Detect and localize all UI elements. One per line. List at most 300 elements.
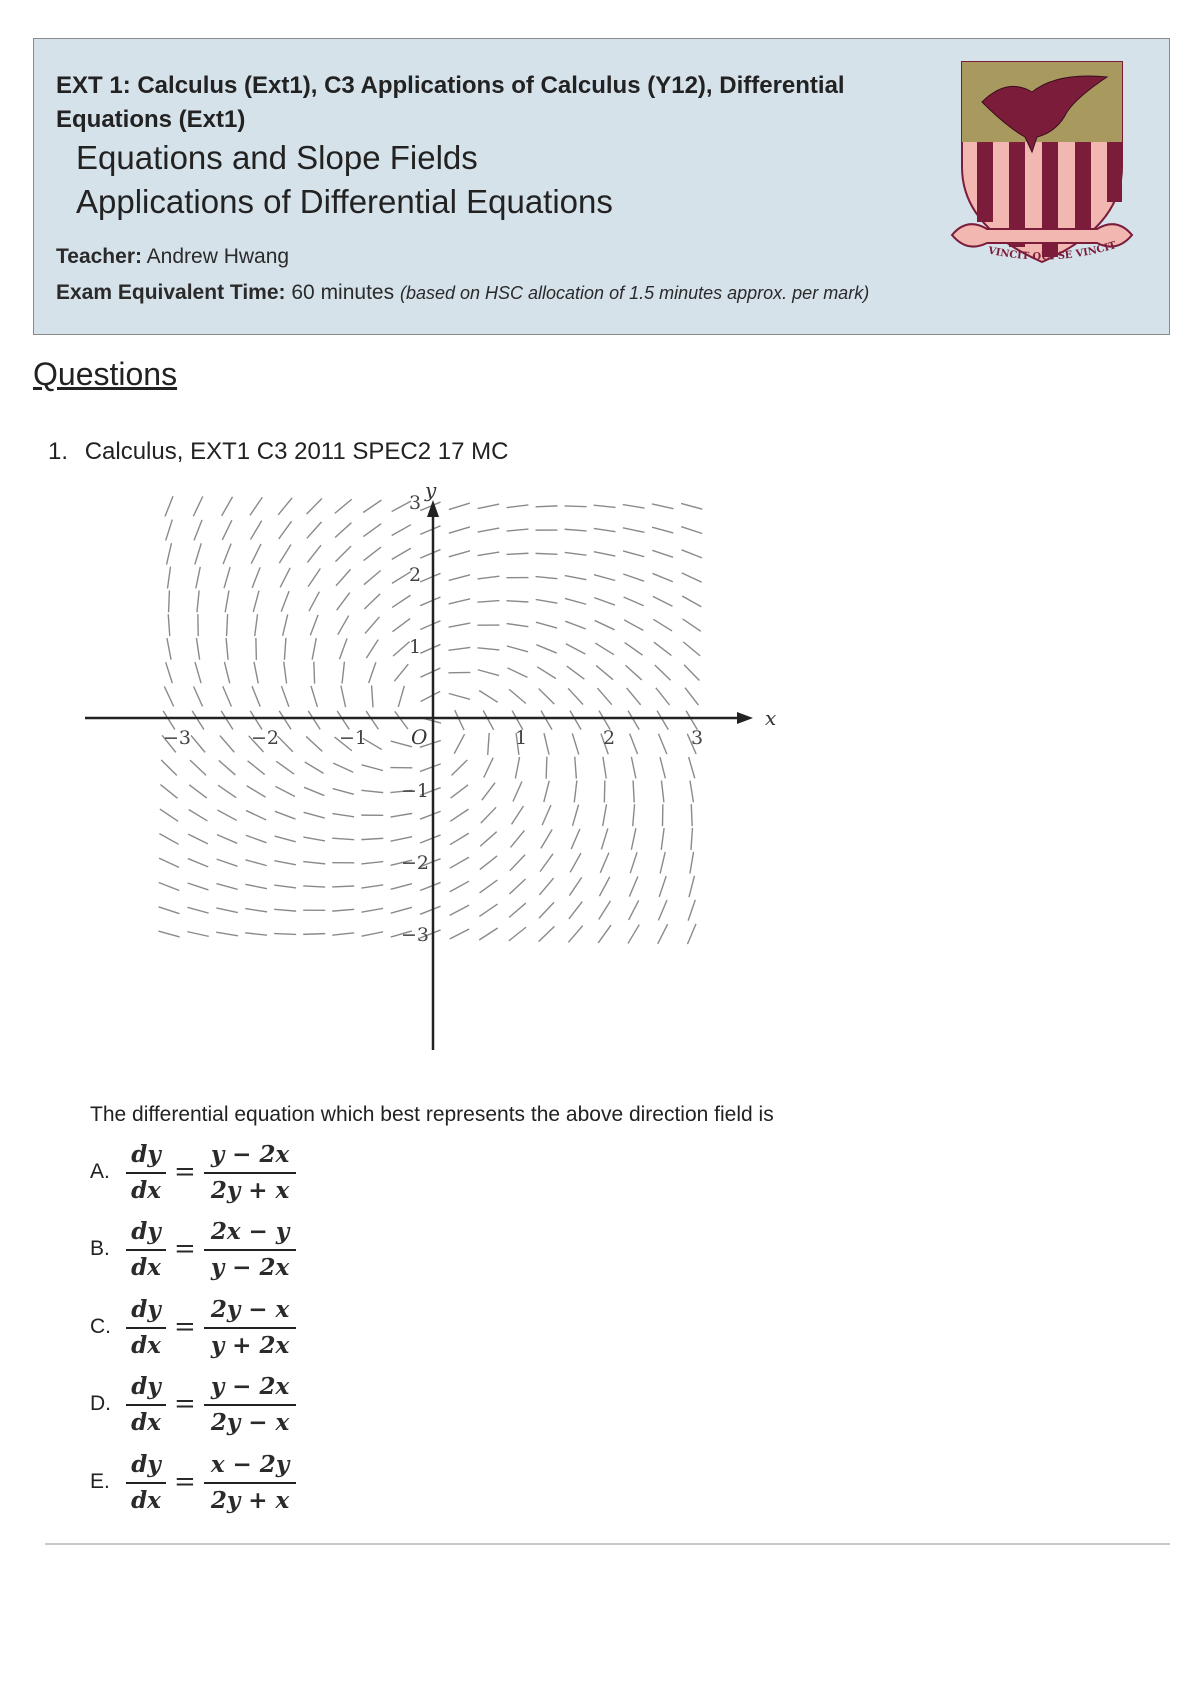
slope-segment (681, 527, 702, 534)
slope-segment (366, 711, 378, 729)
slope-segment (195, 543, 201, 564)
slope-segment (569, 877, 581, 895)
slope-segment (217, 835, 237, 844)
slope-segment (420, 597, 440, 606)
slope-segment (687, 924, 696, 944)
slope-segment (194, 686, 203, 706)
slope-segment (598, 925, 611, 943)
question-title: Calculus, EXT1 C3 2011 SPEC2 17 MC (84, 438, 509, 465)
slope-segment (655, 665, 671, 680)
slope-segment (623, 551, 644, 557)
slope-segment (661, 828, 664, 850)
section-heading: Questions (33, 356, 178, 392)
slope-segment (628, 925, 639, 944)
slope-segment (661, 781, 663, 803)
slope-segment (542, 805, 551, 825)
slope-segment (362, 765, 383, 771)
slope-segment (689, 757, 695, 778)
slope-segment (275, 836, 296, 842)
slope-segment (509, 903, 526, 917)
lhs-numerator: dy (131, 1373, 161, 1400)
y-tick-label: −2 (400, 852, 430, 874)
slope-segment (653, 573, 673, 581)
origin-label: O (411, 725, 428, 749)
option-lhs (126, 1140, 166, 1206)
slope-segment (306, 736, 322, 751)
slope-segment (420, 550, 440, 559)
slope-segment (274, 861, 296, 865)
slope-segment (536, 577, 558, 579)
slope-segment (332, 933, 354, 935)
slope-segment (420, 906, 440, 914)
slope-segment (450, 809, 468, 821)
slope-segment (333, 763, 353, 772)
slope-segment (630, 852, 637, 873)
rhs-numerator: 2y − x (210, 1296, 290, 1323)
slope-segment (537, 667, 556, 679)
slope-segment (684, 665, 699, 681)
option-d[interactable] (90, 1372, 390, 1436)
slope-segment (420, 668, 440, 677)
slope-segment (448, 647, 470, 650)
slope-segment (623, 505, 645, 509)
slope-segment (536, 553, 558, 554)
slope-segment (221, 711, 233, 730)
slope-segment (420, 526, 440, 535)
slope-segment (536, 645, 556, 653)
slope-segment (280, 568, 290, 588)
option-lhs (126, 1450, 166, 1516)
slope-segment (372, 685, 373, 707)
slope-segment (392, 572, 411, 584)
slope-segment (541, 830, 552, 849)
slope-segment (252, 567, 260, 588)
slope-segment (478, 528, 500, 532)
lhs-denominator: dx (131, 1254, 161, 1281)
slope-segment (216, 908, 238, 913)
slope-segment (478, 576, 500, 579)
slope-segment (507, 646, 528, 652)
option-rhs (204, 1217, 296, 1283)
slope-segment (536, 622, 557, 628)
x-tick-label: −1 (339, 727, 368, 749)
slope-segment (539, 926, 555, 941)
y-axis-arrow (427, 500, 439, 517)
slope-segment (510, 855, 525, 871)
header-box (33, 38, 1170, 335)
lhs-denominator: dx (131, 1487, 161, 1514)
slope-segment (482, 783, 495, 801)
slope-segment (658, 734, 666, 754)
divider (45, 1543, 1170, 1545)
slope-segment (361, 908, 383, 912)
slope-segment (480, 856, 497, 870)
slope-segment (160, 809, 178, 821)
slope-segment (303, 862, 325, 864)
slope-segment (194, 520, 202, 540)
slope-segment (420, 621, 440, 630)
slope-segment (628, 711, 639, 730)
slope-segment (278, 498, 292, 515)
slope-segment (567, 666, 585, 679)
slope-segment (682, 573, 702, 582)
slope-segment (654, 642, 671, 655)
slope-segment (575, 757, 577, 779)
slope-segment (275, 786, 295, 796)
slope-segment (223, 544, 231, 564)
slope-segment (572, 733, 578, 754)
slope-segment (337, 593, 350, 611)
slope-segment (393, 642, 410, 657)
slope-segment (246, 835, 267, 842)
slope-segment (509, 689, 526, 703)
slope-segment (536, 599, 558, 603)
option-b[interactable] (90, 1217, 390, 1281)
slope-segment (335, 546, 351, 562)
slope-segment (251, 521, 262, 540)
option-rhs (204, 1140, 296, 1206)
slope-segment (594, 528, 616, 531)
y-tick-label: 2 (408, 564, 422, 586)
slope-segment (361, 838, 383, 839)
rhs-numerator: x − 2y (210, 1451, 290, 1478)
slope-segment (595, 643, 614, 655)
slope-segment (284, 662, 287, 684)
slope-segment (224, 662, 229, 683)
time-label: Exam Equivalent Time: (56, 281, 286, 304)
slope-segment (196, 638, 199, 660)
slope-segment (594, 575, 615, 581)
slope-segment (341, 686, 346, 707)
slope-segment (188, 883, 209, 890)
slope-segment (304, 812, 325, 818)
slope-segment (307, 522, 322, 538)
y-axis-label: y (425, 485, 437, 502)
slope-segment (596, 666, 613, 680)
slope-segment (193, 496, 202, 516)
slope-segment (629, 876, 638, 896)
equals-sign: = (174, 1312, 196, 1342)
slope-segment (574, 781, 577, 803)
slope-segment (420, 764, 441, 772)
slope-segment (191, 735, 205, 752)
slope-segment (511, 806, 523, 824)
time-value: 60 minutes (291, 281, 395, 304)
slope-segment (681, 503, 702, 509)
slope-segment (488, 733, 489, 755)
slope-segment (565, 621, 586, 629)
slope-segment (342, 662, 344, 684)
slope-segment (690, 781, 693, 803)
lhs-numerator: dy (131, 1296, 161, 1323)
slope-segment (160, 785, 177, 799)
slope-segment (312, 638, 316, 660)
slope-segment (361, 932, 383, 936)
slope-segment (391, 741, 412, 747)
slope-segment (506, 553, 528, 554)
slope-segment (594, 552, 616, 556)
option-rhs (204, 1295, 296, 1361)
slope-segment (652, 527, 673, 533)
option-lhs (126, 1295, 166, 1361)
slope-segment (631, 828, 636, 850)
slope-segment (223, 686, 232, 706)
slope-segment (449, 623, 471, 627)
rhs-denominator: y − 2x (210, 1254, 290, 1281)
slope-segment (594, 505, 616, 507)
slope-segment (217, 810, 236, 820)
slope-segment (688, 900, 695, 921)
slope-segment (188, 859, 208, 867)
slope-segment (216, 884, 237, 890)
x-tick-label: −2 (251, 727, 280, 749)
slope-segment (450, 929, 470, 939)
slope-segment (652, 504, 673, 509)
slope-segment (449, 527, 470, 533)
slope-segment (600, 853, 609, 873)
slope-field-plot (85, 485, 845, 1060)
slope-segment (539, 689, 555, 704)
slope-segment (544, 733, 549, 754)
option-letter: C. (90, 1315, 111, 1338)
x-tick-label: 1 (515, 727, 528, 749)
option-rhs (204, 1372, 296, 1438)
slope-segment (511, 830, 525, 847)
slope-segment (314, 662, 315, 684)
slope-segment (478, 552, 500, 555)
slope-segment (570, 711, 581, 730)
slope-segment (536, 506, 558, 507)
slope-segment (161, 760, 177, 775)
slope-segment (420, 644, 440, 653)
slope-segment (455, 710, 464, 730)
option-a[interactable] (90, 1140, 390, 1204)
slope-segment (656, 688, 670, 705)
slope-segment (573, 805, 579, 826)
slope-segment (565, 529, 587, 531)
question-number: 1. (48, 438, 69, 465)
slope-segment (225, 591, 229, 613)
slope-segment (158, 931, 179, 937)
slope-segment (305, 762, 324, 773)
slope-segment (450, 905, 469, 915)
slope-segment (506, 601, 528, 602)
option-letter: E. (90, 1470, 110, 1493)
slope-segment (623, 528, 645, 533)
equals-sign: = (174, 1389, 196, 1419)
slope-segment (449, 503, 470, 510)
slope-segment (279, 521, 292, 539)
slope-segment (392, 595, 410, 607)
lhs-denominator: dx (131, 1177, 161, 1204)
slope-segment (479, 928, 497, 940)
time-line (56, 281, 869, 305)
slope-segment (450, 857, 469, 868)
option-letter: D. (90, 1392, 111, 1415)
slope-segment (195, 662, 201, 683)
slope-segment (539, 902, 554, 918)
slope-segment (190, 760, 206, 775)
slope-segment (189, 809, 208, 820)
lhs-numerator: dy (131, 1141, 161, 1168)
slope-segment (544, 781, 549, 802)
slope-segment (660, 852, 665, 873)
slope-segment (546, 757, 547, 779)
teacher-name: Andrew Hwang (146, 245, 290, 268)
option-c[interactable] (90, 1295, 390, 1359)
slope-segment (653, 596, 673, 606)
slope-segment (224, 567, 230, 588)
slope-segment (653, 619, 672, 631)
slope-segment (624, 620, 643, 631)
slope-segment (477, 601, 499, 603)
slope-segment (633, 780, 634, 802)
time-note: (based on HSC allocation of 1.5 minutes approx. per mark) (399, 283, 870, 303)
slope-segment (395, 711, 408, 729)
slope-segment (683, 642, 700, 656)
lhs-numerator: dy (131, 1451, 161, 1478)
slope-segment (594, 598, 615, 605)
slope-segment (308, 711, 320, 729)
slope-segment (682, 596, 701, 607)
slope-segment (164, 686, 173, 706)
slope-segment (681, 550, 701, 558)
slope-segment (303, 837, 325, 841)
slope-segment (218, 785, 236, 797)
slope-segment (483, 710, 493, 729)
equals-sign: = (174, 1157, 196, 1187)
slope-segment (390, 813, 412, 817)
slope-segment (449, 694, 470, 700)
slope-segment (479, 690, 498, 702)
slope-segment (570, 853, 581, 872)
slope-segment (660, 757, 665, 778)
slope-segment (507, 505, 529, 508)
equals-sign: = (174, 1234, 196, 1264)
slope-segment (507, 529, 529, 531)
slope-segment (394, 664, 408, 681)
slope-segment (595, 620, 615, 629)
slope-segment (284, 638, 285, 660)
slope-segment (192, 711, 204, 730)
slope-segment (392, 548, 411, 559)
slope-segment (167, 638, 171, 660)
slope-segment (565, 598, 586, 604)
slope-segment (452, 760, 468, 775)
y-tick-label: −3 (400, 924, 430, 946)
slope-segment (689, 876, 695, 897)
slope-segment (625, 665, 641, 680)
option-letter: A. (90, 1160, 110, 1183)
lhs-denominator: dx (131, 1332, 161, 1359)
slope-segment (159, 858, 179, 867)
slope-segment (168, 614, 170, 636)
slope-segment (623, 574, 644, 581)
slope-segment (420, 835, 440, 843)
slope-segment (480, 880, 498, 893)
slope-segment (248, 761, 265, 775)
slope-segment (306, 498, 321, 514)
slope-segment (565, 506, 587, 507)
slope-segment (690, 852, 694, 874)
slope-segment (603, 757, 606, 779)
rhs-denominator: y + 2x (210, 1332, 290, 1359)
option-lhs (126, 1217, 166, 1283)
crest-motto: VINCIT QUI SE VINCIT (987, 240, 1118, 263)
slope-segment (363, 500, 381, 512)
slope-segment (509, 879, 525, 894)
slope-segment (197, 590, 199, 612)
slope-segment (165, 496, 173, 516)
slope-segment (364, 570, 381, 584)
option-e[interactable] (90, 1450, 390, 1514)
slope-segment (216, 932, 238, 936)
slope-segment (361, 885, 383, 888)
slope-segment (303, 886, 325, 887)
slope-segment (279, 711, 291, 730)
slope-segment (246, 811, 266, 820)
slope-segment (685, 688, 698, 705)
slope-segment (449, 599, 470, 604)
rhs-numerator: 2x − y (210, 1218, 290, 1245)
slope-segment (657, 711, 668, 730)
slope-segment (311, 686, 317, 707)
slope-segment (307, 545, 321, 562)
slope-segment (222, 520, 232, 540)
slope-segment (508, 668, 528, 677)
slope-segment (450, 833, 469, 844)
slope-segment (599, 877, 609, 896)
slope-segment (450, 881, 469, 892)
slope-segment (421, 691, 441, 701)
rhs-denominator: 2y − x (210, 1409, 290, 1436)
slope-segment (189, 785, 207, 798)
slope-segment (398, 686, 404, 707)
slope-segment (283, 614, 288, 635)
title-2: Applications of Differential Equations (76, 183, 613, 220)
lhs-denominator: dx (131, 1409, 161, 1436)
slope-segment (274, 909, 296, 911)
question-prompt: The differential equation which best represents the above direction field is (90, 1103, 774, 1126)
slope-segment (159, 834, 178, 845)
slope-segment (275, 811, 296, 819)
slope-segment (484, 758, 493, 778)
slope-segment (276, 761, 294, 774)
slope-segment (420, 882, 440, 890)
slope-segment (303, 934, 325, 935)
slope-segment (420, 811, 441, 819)
slope-segment (274, 934, 296, 935)
slope-segment (365, 617, 379, 634)
option-rhs (204, 1450, 296, 1516)
slope-segment (691, 804, 692, 826)
slope-segment (332, 838, 354, 839)
slope-segment (631, 757, 636, 779)
slope-segment (166, 520, 173, 541)
slope-segment (308, 568, 320, 586)
slope-segment (658, 924, 668, 944)
slope-segment (196, 567, 200, 589)
slope-segment (479, 904, 497, 916)
slope-segment (363, 524, 381, 537)
slope-segment (167, 567, 170, 589)
slope-segment (274, 885, 296, 888)
slope-segment (571, 829, 580, 849)
y-tick-label: 1 (408, 636, 422, 658)
slope-segment (364, 547, 381, 560)
x-axis-arrow (737, 712, 753, 724)
slope-segment (250, 497, 262, 515)
